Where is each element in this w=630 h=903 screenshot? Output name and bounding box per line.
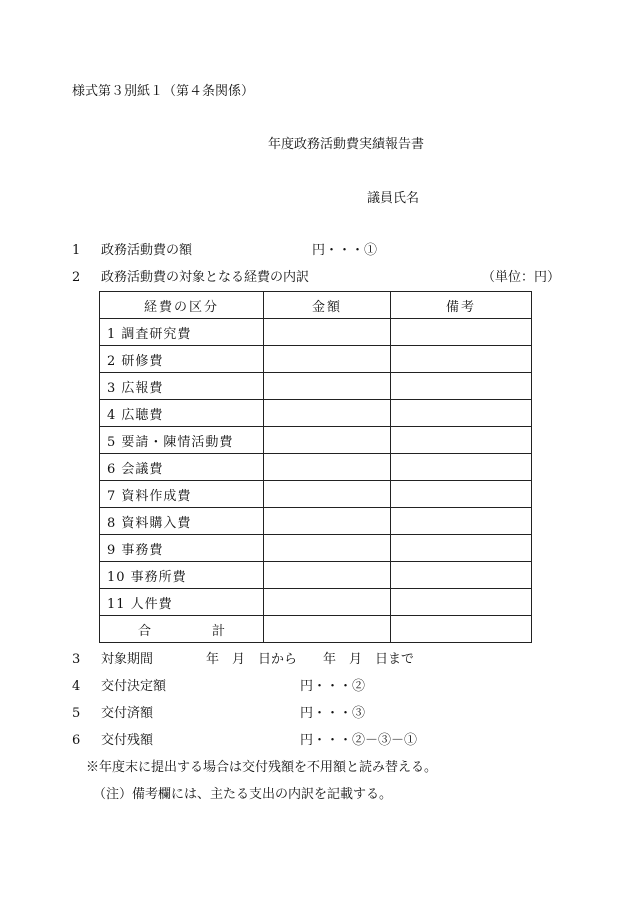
document-title: 年度政務活動費実績報告書 <box>268 137 425 152</box>
remarks-cell[interactable] <box>391 400 532 427</box>
item-value: 年 月 日から 年 月 日まで <box>206 652 415 667</box>
item-label: 交付残額 <box>101 733 154 748</box>
item-number: 4 <box>72 679 81 694</box>
table-row <box>100 508 532 535</box>
item-number: 2 <box>72 270 81 285</box>
total-amount-cell[interactable] <box>264 616 391 643</box>
remarks-cell[interactable] <box>391 508 532 535</box>
amount-cell[interactable] <box>264 589 391 616</box>
remarks-cell[interactable] <box>391 373 532 400</box>
total-label-left: 合 <box>137 623 151 639</box>
item-value: 円・・・③ <box>300 706 366 721</box>
member-name-label: 議員氏名 <box>367 191 420 206</box>
expense-category: 10 事務所費 <box>100 562 264 589</box>
column-header-remarks: 備考 <box>391 292 532 319</box>
expense-category: 9 事務費 <box>100 535 264 562</box>
remarks-cell[interactable] <box>391 319 532 346</box>
expense-category: 4 広聴費 <box>100 400 264 427</box>
remarks-cell[interactable] <box>391 454 532 481</box>
table-row <box>100 346 532 373</box>
table-row <box>100 535 532 562</box>
total-label-right: 計 <box>211 623 225 639</box>
table-row <box>100 589 532 616</box>
item-number: 3 <box>72 652 81 667</box>
form-label: 様式第３別紙１（第４条関係） <box>72 84 255 99</box>
item-label: 政務活動費の額 <box>101 243 193 258</box>
expense-category: 5 要請・陳情活動費 <box>100 427 264 454</box>
table-row <box>100 319 532 346</box>
item-number: 1 <box>72 243 81 258</box>
table-row <box>100 454 532 481</box>
amount-cell[interactable] <box>264 427 391 454</box>
expense-category: 2 研修費 <box>100 346 264 373</box>
expense-category: 11 人件費 <box>100 589 264 616</box>
expense-category: 1 調査研究費 <box>100 319 264 346</box>
amount-cell[interactable] <box>264 481 391 508</box>
total-label <box>100 616 264 643</box>
remarks-cell[interactable] <box>391 346 532 373</box>
remarks-cell[interactable] <box>391 589 532 616</box>
amount-cell[interactable] <box>264 400 391 427</box>
unit-label: （単位：円） <box>482 270 561 285</box>
amount-cell[interactable] <box>264 454 391 481</box>
remarks-cell[interactable] <box>391 427 532 454</box>
expense-category: 3 広報費 <box>100 373 264 400</box>
item-label: 交付済額 <box>101 706 154 721</box>
expense-category: 8 資料購入費 <box>100 508 264 535</box>
item-number: 5 <box>72 706 81 721</box>
column-header-amount: 金額 <box>264 292 391 319</box>
amount-cell[interactable] <box>264 319 391 346</box>
table-row <box>100 373 532 400</box>
column-header-category: 経費の区分 <box>100 292 264 319</box>
note-year-end: ※年度末に提出する場合は交付残額を不用額と読み替える。 <box>86 760 438 775</box>
remarks-cell[interactable] <box>391 535 532 562</box>
amount-cell[interactable] <box>264 346 391 373</box>
table-row <box>100 427 532 454</box>
remarks-cell[interactable] <box>391 481 532 508</box>
table-total-row <box>100 616 532 643</box>
item-value: 円・・・② <box>300 679 366 694</box>
total-remarks-cell[interactable] <box>391 616 532 643</box>
expense-table <box>99 291 532 643</box>
item-value: 円・・・②－③－① <box>300 733 418 748</box>
item-label: 対象期間 <box>101 652 154 667</box>
item-value: 円・・・① <box>312 243 378 258</box>
item-label: 交付決定額 <box>101 679 167 694</box>
amount-cell[interactable] <box>264 535 391 562</box>
expense-category: 7 資料作成費 <box>100 481 264 508</box>
amount-cell[interactable] <box>264 562 391 589</box>
table-row <box>100 481 532 508</box>
table-row <box>100 400 532 427</box>
note-remarks: （注）備考欄には、主たる支出の内訳を記載する。 <box>93 787 393 802</box>
item-number: 6 <box>72 733 81 748</box>
table-header-row <box>100 292 532 319</box>
expense-category: 6 会議費 <box>100 454 264 481</box>
remarks-cell[interactable] <box>391 562 532 589</box>
amount-cell[interactable] <box>264 508 391 535</box>
amount-cell[interactable] <box>264 373 391 400</box>
item-label: 政務活動費の対象となる経費の内訳 <box>101 270 310 285</box>
table-row <box>100 562 532 589</box>
